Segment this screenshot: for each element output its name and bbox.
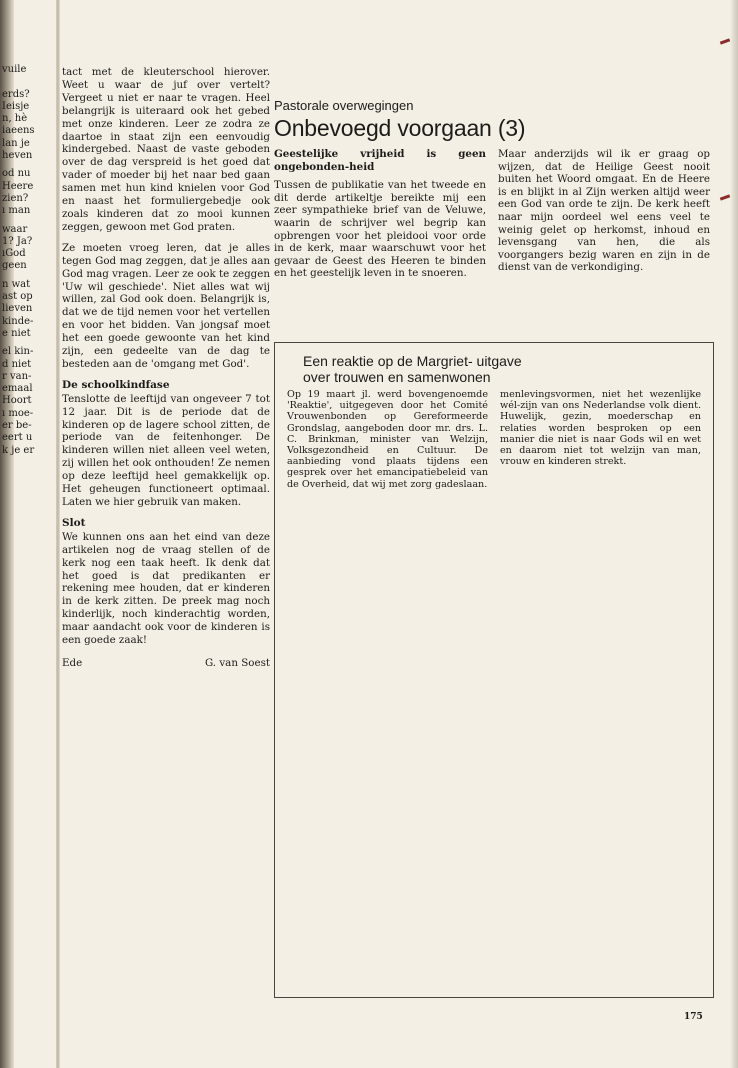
article-paragraph: Tenslotte de leeftijd van ongeveer 7 tot 12 jaar. Dit is de periode dat de kinderen op de lagere school zitten, de periode van de feitenhonger. De kinderen willen niet alleen veel weten, zij willen het ook onthouden! Ze nemen op deze leeftijd heel gemakkelijk op. Het geheugen functioneert optimaal. Laten we hier gebruik van maken. (62, 392, 270, 508)
article-paragraph: Ze moeten vroeg leren, dat je alles tegen God mag zeggen, dat je alles aan God mag vragen. Leer ze ook te zeggen 'Uw wil geschiede'. Niet alles wat wij willen, zal God ook doen. Belangrijk is, dat we de tijd nemen voor het vertellen en voor het bidden. Van jongsaf moet het een goede gewoonte van het kind zijn, een gedeelte van de dag te besteden aan de 'omgang met God'. (62, 241, 270, 370)
article-paragraph: Maar anderzijds wil ik er graag op wijzen, dat de Heilige Geest nooit buiten het Woord omgaat. En de Heere is en blijkt in al Zijn werken altijd weer een God van orde te zijn. De kerk heeft naar mijn oordeel wel eens veel te weinig gelet op herkomst, inhoud en levensgang van hen, die als voorgangers bezig waren en zijn in de dienst van de verkondiging. (498, 148, 710, 274)
clipped-paragraph: waar 1? Ja? ıGod geen (2, 223, 33, 272)
page-edge-mark (720, 38, 730, 44)
title-line: Een reaktie op de Margriet- uitgave (303, 353, 522, 369)
section-heading: De schoolkindfase (62, 378, 170, 391)
pastoral-text-columns (274, 148, 710, 286)
clipped-left-column (2, 64, 58, 1054)
article-headline: Onbevoegd voorgaan (3) (274, 115, 526, 141)
article-paragraph: Op 19 maart jl. werd bovengenoemde 'Reaktie', uitgegeven door het Comité Vrouwenbonden op Gereformeerde Grondslag, aangeboden door mr. drs. L. C. Brinkman, minister van Welzijn, Volksgezondheid en Cultuur. De aanbieding vond plaats tijdens een gesprek over het emancipatiebeleid van de Overheid, dat wij met zorg gadeslaan. (287, 389, 488, 490)
boxed-article-title (303, 353, 701, 385)
page-edge-shadow (730, 0, 738, 1068)
section-heading: Slot (62, 516, 86, 529)
boxed-left-column (287, 389, 488, 495)
signoff-author: G. van Soest (204, 656, 270, 669)
article-subheading: Geestelijke vrijheid is geen ongebonden-heid (274, 148, 486, 173)
clipped-paragraph: od nu Heere zien? ı man (2, 168, 34, 217)
school-article-column (62, 66, 270, 670)
article-paragraph: menlevingsvormen, niet het wezenlijke wél-zijn van ons Nederlandse volk dient. Huwelijk, gezin, moederschap en relaties worden besproken op een manier die niet is naar Gods wil en wet en daarom niet tot welzijn van man, vrouw en kinderen strekt. (500, 389, 701, 468)
boxed-article-columns (287, 389, 701, 495)
margriet-boxed-article (274, 342, 714, 998)
signoff-place: Ede (62, 656, 83, 669)
pastoral-right-column (498, 148, 710, 286)
article-paragraph: tact met de kleuterschool hierover. Weet u waar de juf over vertelt? Vergeet u niet er naar te vragen. Heel belangrijk is uiteraard ook het gebed met onze kinderen. Leer ze zodra ze daartoe in staat zijn een eenvoudig kindergebed. Naast de vaste geboden over de dag verspreid is het goed dat vader of moeder bij het naar bed gaan samen met hun kind knielen voor God en naast het formuliergebedje ook zoals kinderen dat zo mooi kunnen zeggen, gewoon met God praten. (62, 66, 270, 233)
boxed-right-column (500, 389, 701, 495)
article-paragraph: We kunnen ons aan het eind van deze artikelen nog de vraag stellen of de kerk nog een taak heeft. Ik denk dat het goed is dat predikanten er rekening mee houden, dat er kinderen in de kerk zitten. De preek mag noch kinderlijk, noch kinderachtig worden, maar aandacht ook voor de kinderen is een goede zaak! (62, 530, 270, 647)
title-line: over trouwen en samenwonen (303, 369, 491, 385)
pastoral-left-column (274, 148, 486, 286)
clipped-paragraph: vuile erds? Ieisje n, hè iaeens lan je heven (2, 64, 35, 162)
clipped-paragraph: el kin- d niet r van- emaal Hoort ı moe- er be- eert u k je er (2, 346, 35, 456)
series-label: Pastorale overwegingen (274, 98, 414, 113)
article-paragraph: Tussen de publikatie van het tweede en dit derde artikeltje bereikte mij een zeer sympathieke brief van de Veluwe, waarin de schrijver wel begrip kan opbrengen voor het pleidooi voor orde in de kerk, maar waarschuwt voor het gevaar de Geest des Heeren te binden en het geestelijk leven in te snoeren. (274, 179, 486, 280)
clipped-paragraph: n wat ast op lieven kinde- e niet (2, 278, 34, 339)
article-signoff (62, 657, 270, 670)
page-edge-mark (720, 194, 730, 200)
pastoral-article (274, 98, 710, 286)
page-number: 175 (684, 1012, 703, 1022)
